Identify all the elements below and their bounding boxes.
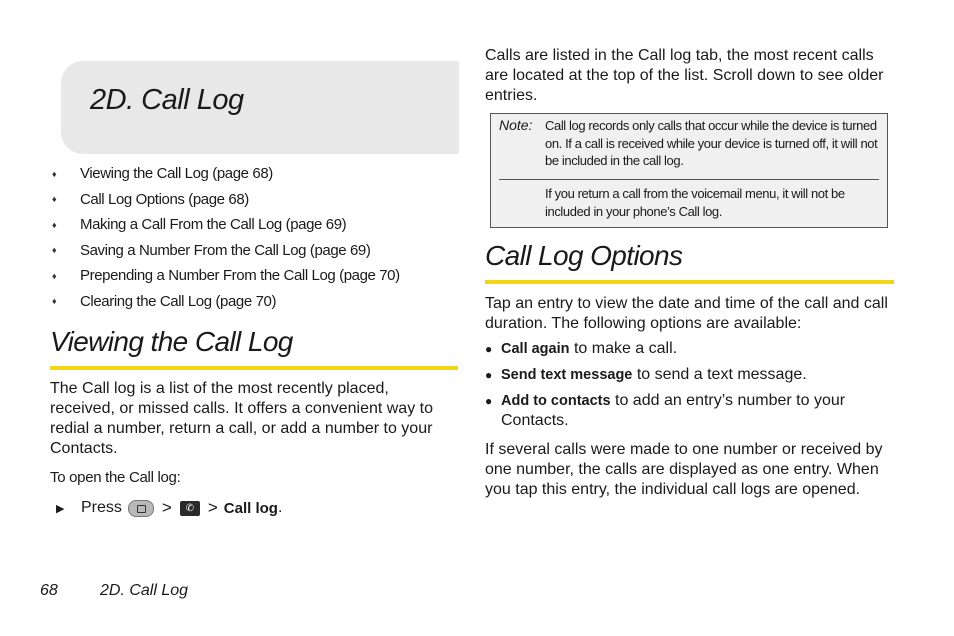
step-label: To open the Call log: <box>50 469 181 486</box>
phone-key-icon: ✆ <box>180 501 200 516</box>
toc-item[interactable]: ♦ Prepending a Number From the Call Log (page 70) <box>52 267 400 285</box>
toc-item[interactable]: ♦ Clearing the Call Log (page 70) <box>52 292 277 310</box>
section-rule <box>50 366 458 370</box>
press-instruction: ▶ Press > ✆ > Call log . <box>56 498 283 517</box>
options-list <box>485 339 895 437</box>
list-item[interactable]: ● Send text message to send a text message. <box>485 366 807 383</box>
section-rule <box>485 280 894 284</box>
note-text-1: Call log records only calls that occur while the device is turned on. If a call is received while your device is turned off, it will not be included in the call log. <box>545 118 878 168</box>
note-text-2: If you return a call from the voicemail menu, it will not be included in your phone’s Call log. <box>545 186 845 219</box>
page-number: 68 <box>40 582 58 599</box>
diamond-icon: ♦ <box>52 194 57 205</box>
section-heading-viewing: Viewing the Call Log <box>50 326 293 357</box>
section-heading-options: Call Log Options <box>485 240 683 271</box>
note-divider <box>499 179 879 180</box>
toc-item[interactable]: ♦ Call Log Options (page 68) <box>52 190 249 208</box>
arrow-right-icon: ▶ <box>56 502 65 515</box>
toc-item[interactable]: ♦ Saving a Number From the Call Log (page 69) <box>52 241 371 259</box>
diamond-icon: ♦ <box>52 219 57 230</box>
dot-icon: ● <box>485 394 493 408</box>
diamond-icon: ♦ <box>52 296 57 307</box>
note-label: Note: <box>499 117 533 133</box>
home-key-icon <box>128 500 154 517</box>
call-log-label: Call log <box>223 499 278 517</box>
diamond-icon: ♦ <box>52 245 57 256</box>
list-item[interactable]: ● Call again to make a call. <box>485 340 678 357</box>
diamond-icon: ♦ <box>52 270 57 281</box>
toc-item[interactable]: ♦ Viewing the Call Log (page 68) <box>52 165 273 183</box>
options-closing: If several calls were made to one number or received by one number, the calls are displayed as one entry. When you tap this entry, the individual call logs are opened. <box>485 441 883 498</box>
viewing-intro: The Call log is a list of the most recently placed, received, or missed calls. It offers a convenient way to redial a number, return a call, or add a number to your Contacts. <box>50 380 433 457</box>
dot-icon: ● <box>485 368 493 382</box>
call-log-intro: Calls are listed in the Call log tab, the most recent calls are located at the top of the list. Scroll down to see older entries. <box>485 47 884 104</box>
toc-item[interactable]: ♦ Making a Call From the Call Log (page 69) <box>52 216 347 234</box>
diamond-icon: ♦ <box>52 168 57 179</box>
options-intro: Tap an entry to view the date and time of the call and call duration. The following options are available: <box>485 295 888 332</box>
dot-icon: ● <box>485 342 493 356</box>
chapter-toc <box>52 161 462 314</box>
list-item[interactable]: ● Add to contacts to add an entry’s number to your Contacts. <box>485 392 846 429</box>
chapter-title: 2D. Call Log <box>90 84 244 116</box>
footer-chapter: 2D. Call Log <box>100 582 189 599</box>
